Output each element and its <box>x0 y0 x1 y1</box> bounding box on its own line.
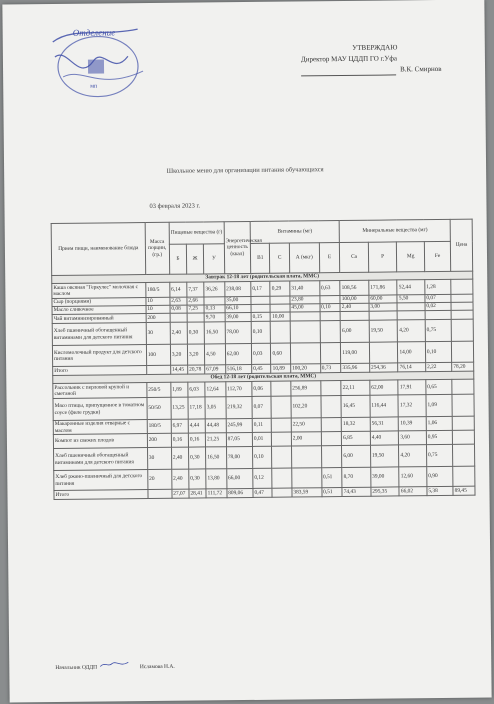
value-cell: 16,50 <box>204 322 225 344</box>
value-cell: 108,56 <box>340 280 369 295</box>
total-value-cell: 2,22 <box>426 362 452 371</box>
value-cell: 0,90 <box>427 466 454 486</box>
value-cell <box>451 310 473 319</box>
value-cell: 4,20 <box>399 445 427 467</box>
value-cell: 0,29 <box>270 281 290 296</box>
value-cell: 10,39 <box>399 417 427 431</box>
value-cell: 0,75 <box>426 444 453 466</box>
value-cell: 0,63 <box>319 281 340 296</box>
value-cell <box>453 466 475 486</box>
value-cell <box>320 312 341 321</box>
value-cell: 8,70 <box>342 467 371 487</box>
footer-signature-mark <box>98 660 138 670</box>
header-nutrients: Пищевые вещества (г) <box>169 222 224 245</box>
section-title: Завтрак 12-18 лет (родительская плата, ММС) <box>52 271 473 283</box>
header-sub-fe: Fe <box>424 241 451 271</box>
value-cell: 50/50 <box>147 397 171 419</box>
document-page <box>2 0 491 703</box>
value-cell <box>272 432 292 446</box>
value-cell: 19,50 <box>370 445 399 467</box>
value-cell: 0,08 <box>170 305 187 313</box>
value-cell <box>291 446 321 468</box>
total-label-cell: Итого <box>53 366 147 376</box>
value-cell: 78,00 <box>226 446 253 468</box>
value-cell: 2,40 <box>172 469 189 489</box>
value-cell <box>251 304 271 312</box>
value-cell: 39,00 <box>371 467 400 487</box>
value-cell: 180/5 <box>146 282 170 297</box>
value-cell: 12,60 <box>399 467 427 487</box>
value-cell <box>292 468 322 488</box>
value-cell <box>453 430 475 444</box>
value-cell: 0,15 <box>251 312 271 321</box>
value-cell <box>320 321 341 343</box>
value-cell <box>321 418 342 432</box>
value-cell: 1,89 <box>171 382 188 397</box>
value-cell: 6,00 <box>340 320 369 342</box>
value-cell: 78,00 <box>225 321 252 343</box>
total-value-cell: 295,35 <box>371 487 400 496</box>
total-value-cell <box>146 365 170 374</box>
total-value-cell: 74,43 <box>342 487 371 496</box>
value-cell <box>271 381 291 396</box>
value-cell: 13,25 <box>171 397 188 419</box>
total-value-cell: 516,18 <box>225 364 251 373</box>
approval-director: Директор МАУ ЦДДП ГО г.Уфа <box>300 54 398 64</box>
value-cell: 180/5 <box>147 419 171 433</box>
header-sub-ca: Ca <box>340 242 369 272</box>
header-sub-u: У <box>203 244 224 274</box>
value-cell <box>290 312 320 321</box>
value-cell: 7,25 <box>187 305 204 313</box>
value-cell <box>271 321 291 343</box>
total-value-cell: 0,45 <box>252 364 272 373</box>
value-cell: 0,95 <box>426 430 452 444</box>
value-cell: 2,63 <box>170 297 187 305</box>
section-title: Обед 12-18 лет (родительская плата, ММС) <box>53 371 474 383</box>
approval-signature-line <box>295 64 455 77</box>
total-value-cell: 0,73 <box>320 364 341 373</box>
value-cell: 31,40 <box>290 281 320 296</box>
value-cell: 3,60 <box>399 431 427 445</box>
value-cell: 4,40 <box>370 431 399 445</box>
value-cell: 0,60 <box>271 343 291 364</box>
footer-label: Начальник ОДДП <box>55 664 98 672</box>
menu-date: 03 февраля 2023 г. <box>149 202 201 211</box>
footer-name: Исламова Н.А. <box>139 663 175 671</box>
value-cell: 0,10 <box>320 304 341 312</box>
value-cell <box>170 313 187 322</box>
value-cell: 17,32 <box>398 395 426 417</box>
value-cell: 0,10 <box>252 446 272 468</box>
value-cell: 22,11 <box>341 380 370 395</box>
value-cell <box>272 468 292 488</box>
value-cell: 66,10 <box>225 304 251 312</box>
value-cell: 21,25 <box>205 433 226 447</box>
value-cell: 0,07 <box>425 294 451 302</box>
value-cell <box>452 379 474 394</box>
dish-name-cell: Чай витаминизированный <box>52 314 146 324</box>
dish-name-cell: Рассольник с перловой крупой и сметаной <box>53 383 147 399</box>
value-cell: 0,65 <box>426 379 452 394</box>
value-cell: 3,20 <box>170 344 187 365</box>
value-cell <box>340 311 369 320</box>
value-cell: 6,14 <box>170 282 187 297</box>
value-cell: 245,99 <box>226 418 252 432</box>
value-cell <box>187 313 204 322</box>
value-cell <box>320 296 341 304</box>
dish-name-cell: Мясо птицы, припущенное в томатном соусе (филе грудки) <box>53 398 147 421</box>
total-value-cell: 89,45 <box>453 486 475 495</box>
value-cell: 0,16 <box>188 433 205 447</box>
value-cell: 9,70 <box>204 313 225 322</box>
value-cell: 219,32 <box>226 396 253 418</box>
value-cell: 13,80 <box>206 469 227 489</box>
value-cell <box>451 279 473 294</box>
value-cell <box>398 311 426 320</box>
value-cell <box>452 394 474 416</box>
dish-name-cell: Кисломолочный продукт для детского питания <box>52 345 146 367</box>
dish-name-cell: Хлеб пшеничный обогащенный витаминами для детского питания <box>54 448 148 471</box>
value-cell: 16,50 <box>206 447 227 469</box>
value-cell: 119,00 <box>341 342 370 363</box>
value-cell: 0,16 <box>171 433 188 447</box>
dish-name-cell: Макаронные изделия отварные с маслом <box>53 420 147 435</box>
approval-block <box>295 42 455 77</box>
value-cell <box>272 446 292 468</box>
value-cell <box>290 343 320 364</box>
value-cell: 30 <box>147 447 171 469</box>
value-cell: 3,20 <box>187 344 204 365</box>
value-cell: 0,30 <box>189 469 206 489</box>
approval-stamp <box>43 21 164 107</box>
dish-name-cell: Каша овсяная "Геркулес" молочная с маслом <box>52 283 146 299</box>
total-value-cell: 254,36 <box>369 363 398 372</box>
total-value-cell: 0,51 <box>322 488 343 497</box>
value-cell: 39,00 <box>225 312 251 321</box>
total-value-cell: 0,47 <box>253 488 273 497</box>
menu-table <box>51 219 476 500</box>
value-cell: 200 <box>147 433 171 447</box>
total-value-cell <box>272 488 292 497</box>
value-cell: 23,80 <box>290 296 320 304</box>
value-cell: 0,10 <box>251 321 271 343</box>
value-cell: 4,20 <box>398 320 426 342</box>
value-cell: 6,97 <box>171 419 188 433</box>
header-sub-a: А (мкг) <box>289 243 319 273</box>
value-cell: 19,50 <box>369 320 398 342</box>
dish-name-cell: Компот из свежих плодов <box>53 434 147 449</box>
value-cell: 2,40 <box>340 303 369 311</box>
value-cell <box>270 296 290 304</box>
value-cell: 60,00 <box>369 295 398 303</box>
value-cell: 17,91 <box>398 380 426 395</box>
value-cell: 44,48 <box>205 419 226 433</box>
total-value-cell: 76,14 <box>398 363 426 372</box>
value-cell: 30 <box>146 322 170 344</box>
value-cell <box>321 432 342 446</box>
value-cell: 2,40 <box>171 447 188 469</box>
value-cell: 6,00 <box>342 445 371 467</box>
value-cell: 0,13 <box>204 305 225 313</box>
value-cell: 0,12 <box>253 468 273 488</box>
value-cell: 100,00 <box>340 295 369 303</box>
header-energy: Энергетическая ценность (ккал) <box>224 221 251 273</box>
menu-title: Школьное меню для организации питания обучающихся <box>166 166 324 175</box>
approval-name: В.К. Смирнов <box>400 64 442 74</box>
value-cell: 0,30 <box>187 322 204 344</box>
approval-heading: УТВЕРЖДАЮ <box>352 43 398 52</box>
value-cell: 3,00 <box>369 303 398 311</box>
value-cell: 56,31 <box>370 417 399 431</box>
total-value-cell: 78,20 <box>452 362 474 371</box>
value-cell: 250/5 <box>147 382 171 397</box>
value-cell <box>320 381 341 396</box>
value-cell: 2,00 <box>291 432 321 446</box>
value-cell: 116,44 <box>370 395 399 417</box>
value-cell <box>251 296 271 304</box>
total-value-cell: 67,09 <box>205 365 226 374</box>
total-value-cell: 809,06 <box>227 488 253 497</box>
value-cell: 52,44 <box>397 280 425 295</box>
value-cell: 256,89 <box>291 381 321 396</box>
value-cell: 6,03 <box>188 382 205 397</box>
value-cell: 62,00 <box>225 343 252 364</box>
header-vitamins: Витамины (мг) <box>250 221 339 244</box>
header-sub-p: P <box>368 242 397 272</box>
footer-signature <box>55 660 175 671</box>
dish-name-cell: Масло сливочное <box>52 306 146 315</box>
value-cell: 0,51 <box>321 468 342 488</box>
value-cell: 0,75 <box>425 319 452 341</box>
stamp-middle-text: мп <box>90 83 98 90</box>
value-cell <box>321 446 342 468</box>
header-mass: Масса порции, (гр.) <box>145 222 170 274</box>
total-value-cell: 10,89 <box>271 364 291 373</box>
value-cell: 5,50 <box>397 295 425 303</box>
header-price: Цена <box>450 219 472 271</box>
value-cell: 12,64 <box>205 382 226 397</box>
value-cell: 0,06 <box>252 381 272 396</box>
value-cell: 100 <box>146 344 170 365</box>
value-cell: 6,85 <box>342 431 371 445</box>
value-cell: 0,10 <box>425 341 452 362</box>
value-cell: 36,26 <box>204 282 225 297</box>
value-cell <box>270 304 290 312</box>
value-cell: 238,08 <box>224 281 250 296</box>
header-sub-zh: Ж <box>186 244 203 274</box>
header-sub-e: Е <box>319 243 340 273</box>
value-cell <box>369 342 398 363</box>
stamp-top-text: Отделение <box>72 27 116 38</box>
value-cell: 1,28 <box>425 279 451 294</box>
value-cell: 18,32 <box>341 417 370 431</box>
total-value-cell: 28,41 <box>189 489 206 498</box>
value-cell <box>271 396 291 418</box>
value-cell: 7,37 <box>187 282 204 297</box>
value-cell: 102,20 <box>291 396 321 418</box>
value-cell <box>451 294 473 302</box>
total-value-cell: 335,96 <box>341 363 370 372</box>
header-sub-c: С <box>270 243 290 273</box>
value-cell: 0,02 <box>425 302 451 310</box>
value-cell: 200 <box>146 313 170 322</box>
value-cell: 3,05 <box>205 397 226 419</box>
value-cell <box>369 311 398 320</box>
value-cell: 2,40 <box>170 322 187 344</box>
value-cell <box>321 396 342 418</box>
value-cell <box>451 319 473 341</box>
value-cell: 0,07 <box>252 396 272 418</box>
dish-name-cell: Хлеб пшеничный обогащенный витаминами для детского питания <box>52 323 146 346</box>
total-value-cell: 383,59 <box>292 488 322 497</box>
value-cell: 10 <box>146 297 170 305</box>
value-cell: 171,86 <box>369 280 398 295</box>
value-cell <box>320 343 341 364</box>
value-cell: 14,00 <box>398 342 426 363</box>
value-cell: 4,50 <box>205 344 226 365</box>
value-cell: 0,30 <box>188 447 205 469</box>
value-cell <box>452 416 474 430</box>
value-cell: 35,00 <box>225 296 251 304</box>
value-cell: 2,66 <box>187 297 204 305</box>
value-cell <box>452 341 474 362</box>
value-cell: 10,00 <box>271 312 291 321</box>
total-value-cell: 66,02 <box>399 487 427 496</box>
value-cell: 62,00 <box>370 380 399 395</box>
total-value-cell: 20,78 <box>188 365 205 374</box>
dish-name-cell: Хлеб ржано-пшеничный для детского питания <box>54 470 148 491</box>
header-minerals: Минеральные вещества (мг) <box>339 219 450 242</box>
value-cell: 20 <box>148 469 172 489</box>
value-cell <box>290 321 320 343</box>
value-cell: 45,00 <box>290 304 320 312</box>
value-cell: 0,17 <box>251 281 271 296</box>
header-sub-b: Б <box>169 244 186 274</box>
header-meal: Прием пищи, наименование блюда <box>51 223 145 276</box>
value-cell <box>425 310 451 319</box>
total-value-cell: 5,38 <box>427 486 453 495</box>
header-sub-b1: В1 <box>250 243 270 273</box>
total-value-cell: 111,72 <box>206 489 227 498</box>
value-cell: 0,01 <box>252 432 272 446</box>
value-cell: 16,45 <box>341 395 370 417</box>
value-cell: 112,70 <box>226 381 252 396</box>
value-cell <box>451 302 473 310</box>
value-cell <box>204 297 225 305</box>
total-value-cell: 100,20 <box>291 364 321 373</box>
total-value-cell: 27,07 <box>172 489 189 498</box>
header-sub-mg: Mg <box>397 242 425 272</box>
value-cell: 1,06 <box>426 416 452 430</box>
value-cell <box>272 418 292 432</box>
value-cell: 1,09 <box>426 394 453 416</box>
value-cell: 22,50 <box>291 418 321 432</box>
dish-name-cell: Сыр (порциями) <box>52 298 146 307</box>
value-cell: 4,44 <box>188 419 205 433</box>
total-value-cell <box>148 489 172 498</box>
value-cell <box>453 444 475 466</box>
total-value-cell: 14,45 <box>170 365 187 374</box>
value-cell: 66,00 <box>226 468 253 488</box>
value-cell: 87,05 <box>226 432 252 446</box>
value-cell: 0,03 <box>251 343 271 364</box>
value-cell: 10 <box>146 305 170 313</box>
value-cell: 0,11 <box>252 418 272 432</box>
total-label-cell: Итого <box>54 490 148 500</box>
value-cell: 17,18 <box>188 397 205 419</box>
